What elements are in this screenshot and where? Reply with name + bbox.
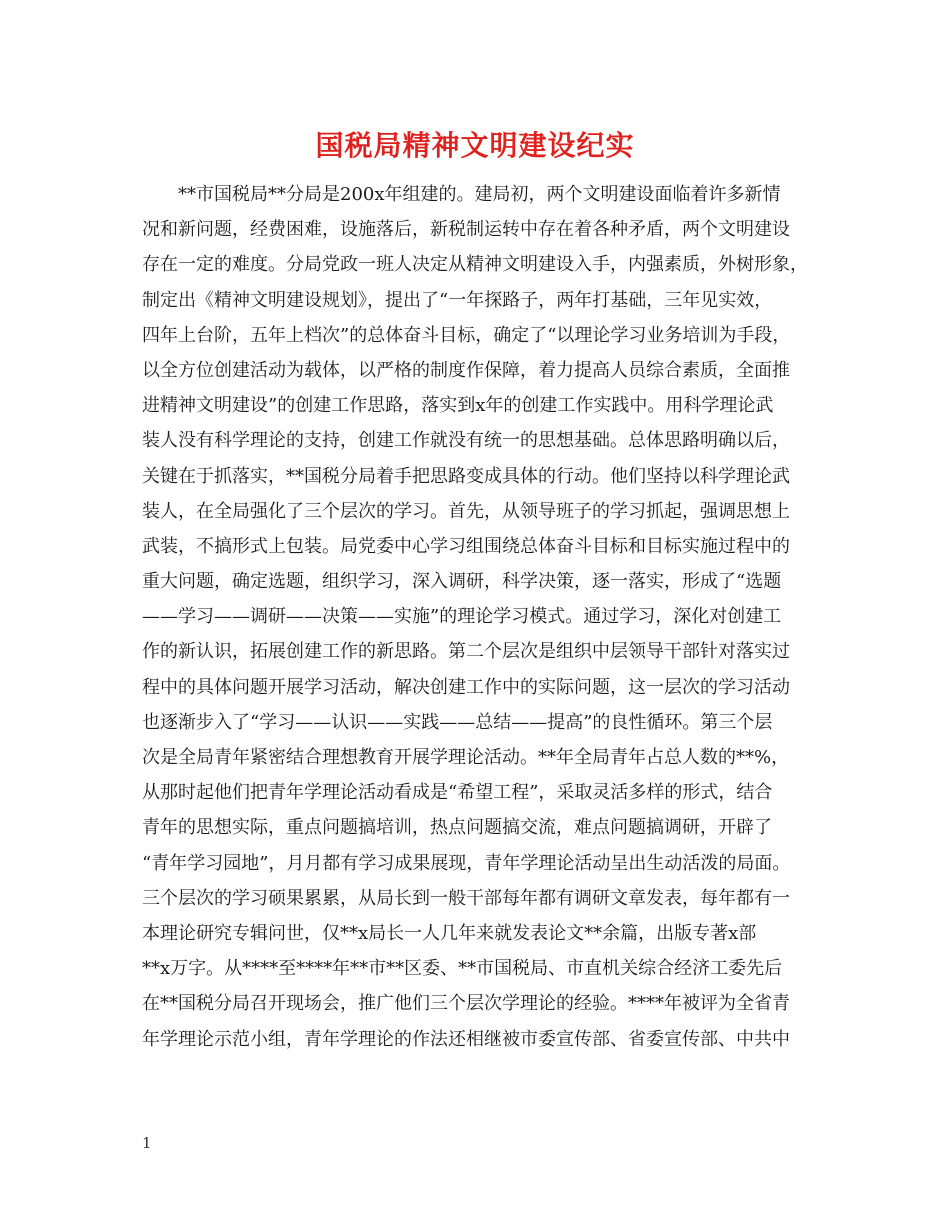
body-line: 年学理论示范小组，青年学理论的作法还相继被市委宣传部、省委宣传部、中共中	[142, 1028, 790, 1050]
document-body	[142, 177, 812, 1057]
page-number: 1	[142, 1134, 152, 1152]
body-line: 从那时起他们把青年学理论活动看成是“希望工程”，采取灵活多样的形式，结合	[142, 782, 773, 804]
body-line: 制定出《精神文明建设规划》，提出了“一年探路子，两年打基础，三年见实效，	[142, 289, 773, 311]
body-line: 以全方位创建活动为载体，以严格的制度作保障，着力提高人员综合素质，全面推	[142, 359, 790, 381]
body-line: 三个层次的学习硕果累累，从局长到一般干部每年都有调研文章发表，每年都有一	[142, 887, 790, 909]
body-line: 关键在于抓落实，**国税分局着手把思路变成具体的行动。他们坚持以科学理论武	[142, 465, 790, 487]
body-line: **市国税局**分局是200x年组建的。建局初，两个文明建设面临着许多新情	[178, 184, 781, 205]
body-line: 况和新问题，经费困难，设施落后，新税制运转中存在着各种矛盾，两个文明建设	[142, 219, 790, 241]
body-line: 重大问题，确定选题，组织学习，深入调研，科学决策，逐一落实，形成了“选题	[142, 571, 782, 593]
body-line: 存在一定的难度。分局党政一班人决定从精神文明建设入手，内强素质，外树形象，	[142, 254, 808, 276]
body-line: 本理论研究专辑问世，仅**x局长一人几年来就发表论文**余篇，出版专著x部	[142, 922, 757, 944]
body-line: 程中的具体问题开展学习活动，解决创建工作中的实际问题，这一层次的学习活动	[142, 676, 790, 698]
document-title: 国税局精神文明建设纪实	[315, 129, 635, 162]
body-line: 在**国税分局召开现场会，推广他们三个层次学理论的经验。****年被评为全省青	[142, 993, 790, 1015]
body-line: 也逐渐步入了“学习——认识——实践——总结——提高”的良性循环。第三个层	[142, 711, 773, 733]
body-line: 作的新认识，拓展创建工作的新思路。第二个层次是组织中层领导干部针对落实过	[142, 641, 790, 663]
body-line: 装人，在全局强化了三个层次的学习。首先，从领导班子的学习抓起，强调思想上	[142, 500, 790, 522]
body-line: 青年的思想实际，重点问题搞培训，热点问题搞交流，难点问题搞调研，开辟了	[142, 817, 772, 839]
body-line: 武装，不搞形式上包装。局党委中心学习组围绕总体奋斗目标和目标实施过程中的	[142, 535, 790, 557]
body-line: 四年上台阶，五年上档次”的总体奋斗目标，确定了“以理论学习业务培训为手段，	[142, 324, 791, 346]
body-line: 进精神文明建设”的创建工作思路，落实到x年的创建工作实践中。用科学理论武	[142, 395, 774, 417]
body-line: 次是全局青年紧密结合理想教育开展学理论活动。**年全局青年占总人数的**%，	[142, 747, 790, 768]
body-line: **x万字。从****至****年**市**区委、**市国税局、市直机关综合经济工委先后	[142, 958, 783, 980]
body-line: ——学习——调研——决策——实施”的理论学习模式。通过学习，深化对创建工	[142, 606, 782, 628]
body-line: “青年学习园地”，月月都有学习成果展现，青年学理论活动呈出生动活泼的局面。	[142, 852, 791, 874]
body-line: 装人没有科学理论的支持，创建工作就没有统一的思想基础。总体思路明确以后，	[142, 430, 790, 452]
